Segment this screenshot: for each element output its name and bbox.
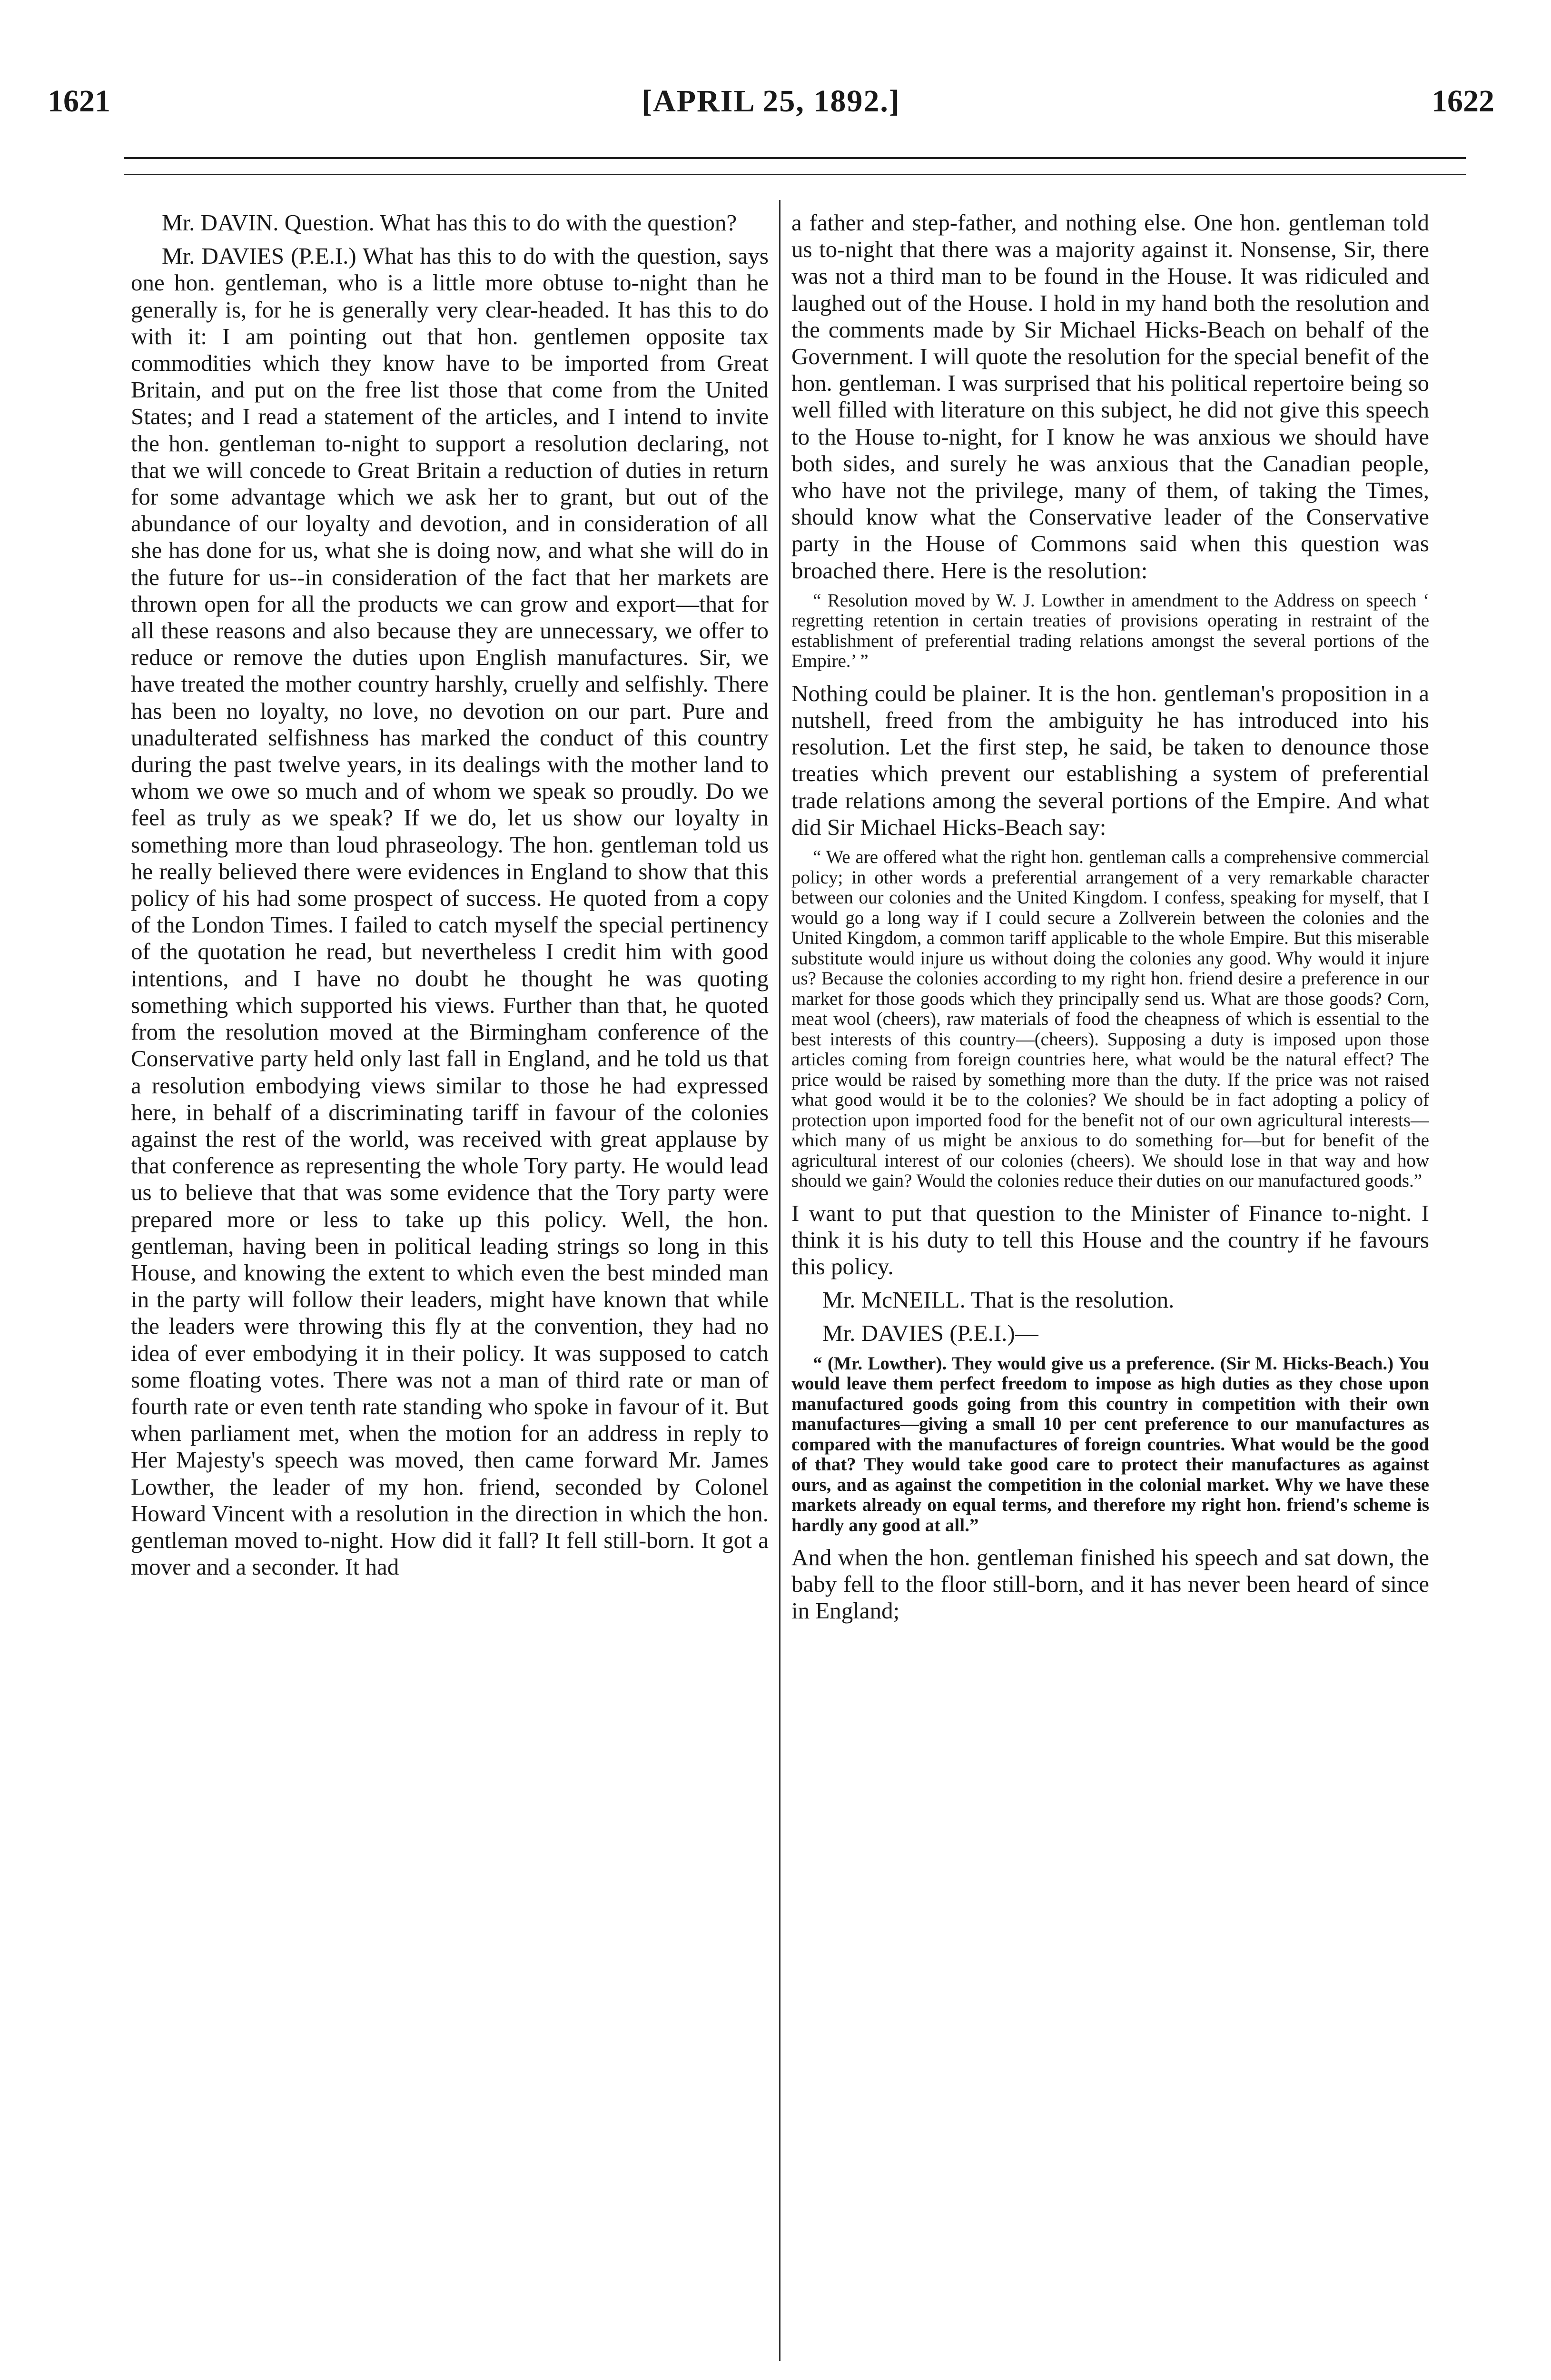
column-divider [779, 200, 780, 2361]
lowther-hicks-beach-quote: “ (Mr. Lowther). They would give us a preference. (Sir M. Hicks-Beach.) You would leave them perfect freedom to impose as high duties as they chose upon manufactured goods going from this country in competition with their own manufactures—giving a small 10 per cent preference to our manufactures as compared with the manufactures of foreign countries. What would be the good of that? They would take good care to protect their manufactures as against ours, and as against the competition in the colonial market. Why we have these markets already on equal terms, and therefore my right hon. friend's scheme is hardly any good at all.” [791, 1353, 1429, 1536]
davies-speech-continued: a father and step-father, and nothing else. One hon. gentleman told us to-night that there was a majority against it. Nonsense, Sir, there was not a third man to be found in the House. It was ridiculed and laughed out of the House. I hold in my hand both the resolution and the comments made by Sir Michael Hicks-Beach on behalf of the Government. I will quote the resolution for the special benefit of the hon. gentleman. I was surprised that his political repertoire being so well filled with literature on this subject, he did not give this speech to the House to-night, for I know he was anxious we should have both sides, and surely he was anxious that the Canadian people, who have not the privilege, many of them, of taking the Times, should know what the Conservative leader of the Conservative party in the House of Commons said when this question was broached there. Here is the resolution: [791, 209, 1429, 584]
page-header [48, 83, 1494, 136]
header-rule-top [124, 157, 1466, 159]
davies-commentary: Nothing could be plainer. It is the hon. gentleman's proposition in a nutshell, freed from the ambiguity he has introduced into his resolution. Let the first step, he said, be taken to denounce those treaties which prevent our establishing a system of preferential trade relations among the several portions of the Empire. And what did Sir Michael Hicks-Beach say: [791, 680, 1429, 840]
davies-conclusion: And when the hon. gentleman finished his speech and sat down, the baby fell to the floor still-born, and it has never been heard of since in England; [791, 1544, 1429, 1624]
davies-resumes: Mr. DAVIES (P.E.I.)— [822, 1320, 1038, 1347]
left-column [131, 209, 769, 2361]
right-page-number: 1622 [1432, 84, 1494, 119]
left-page-number: 1621 [48, 84, 110, 119]
davin-question: Mr. DAVIN. Question. What has this to do with the question? [162, 209, 737, 236]
page-date: [APRIL 25, 1892.] [642, 84, 900, 119]
minister-question: I want to put that question to the Minister of Finance to-night. I think it is his duty to tell this House and the country if he favours this policy. [791, 1200, 1429, 1279]
lowther-resolution-quote: “ Resolution moved by W. J. Lowther in amendment to the Address on speech ‘ regretting retention in certain treaties of provisions operating in restraint of the establishment of preferential trading relations amongst the several portions of the Empire.’ ” [791, 590, 1429, 672]
mcneill-remark: Mr. McNEILL. That is the resolution. [822, 1287, 1175, 1313]
right-column [791, 209, 1429, 2361]
hicks-beach-quote: “ We are offered what the right hon. gentleman calls a comprehensive commercial policy; in other words a preferential arrangement of a very remarkable character between our colonies and the United Kingdom. I confess, speaking for myself, that I would go a long way if I could secure a Zollverein between the colonies and the United Kingdom, a common tariff applicable to the whole Empire. But this miserable substitute would injure us without doing the colonies any good. Why would it injure us? Because the colonies according to my right hon. friend desire a preference in our market for those goods which they principally send us. What are those goods? Corn, meat wool (cheers), raw materials of food the cheapness of which is essential to the best interests of this country—(cheers). Supposing a duty is imposed upon those articles coming from foreign countries here, what would be the natural effect? The price would be raised by something more than the duty. If the price was not raised what good would it be to the colonies? We should be in fact adopting a policy of protection upon imported food for the benefit not of our own agricultural interests—which many of us might be anxious to do something for—but for benefit of the agricultural interest of our colonies (cheers). We should lose in that way and how should we gain? Would the colonies reduce their duties on our manufactured goods.” [791, 847, 1429, 1191]
header-rule-bottom [124, 174, 1466, 175]
davies-speech-left: Mr. DAVIES (P.E.I.) What has this to do with the question, says one hon. gentleman, who is a little more obtuse to-night than he generally is, for he is generally very clear-headed. It has this to do with it: I am pointing out that hon. gentlemen opposite tax commodities which they know have to be imported from Great Britain, and put on the free list those that come from the United States; and I read a statement of the articles, and I intend to invite the hon. gentleman to-night to support a resolution declaring, not that we will concede to Great Britain a reduction of duties in return for some advantage which we ask her to grant, but out of the abundance of our loyalty and devotion, and in consideration of all she has done for us, what she is doing now, and what she will do in the future for us--in consideration of the fact that her markets are thrown open for all the products we can grow and export—that for all these reasons and also because they are unnecessary, we offer to reduce or remove the duties upon English manufactures. Sir, we have treated the mother country harshly, cruelly and selfishly. There has been no loyalty, no love, no devotion on our part. Pure and unadulterated selfishness has marked the conduct of this country during the past twelve years, in its dealings with the mother land to whom we owe so much and of whom we speak so proudly. Do we feel as truly as we speak? If we do, let us show our loyalty in something more than loud phraseology. The hon. gentleman told us he really believed there were evidences in England to show that this policy of his had some prospect of success. He quoted from a copy of the London Times. I failed to catch myself the special pertinency of the quotation he read, but nevertheless I credit him with good intentions, and I have no doubt he thought he was quoting something which supported his views. Further than that, he quoted from the resolution moved at the Birmingham conference of the Conservative party held only last fall in England, and he told us that a resolution embodying views similar to those he had expressed here, in behalf of a discriminating tariff in favour of the colonies against the rest of the world, was received with great applause by that conference as representing the whole Tory party. He would lead us to believe that that was some evidence that the Tory party were prepared more or less to take up this policy. Well, the hon. gentleman, having been in political leading strings so long in this House, and knowing the extent to which even the best minded man in the party will follow their leaders, might have known that while the leaders were throwing this fly at the convention, they had no idea of ever embodying it in their policy. It was supposed to catch some floating votes. There was not a man of third rate or man of fourth rate or even tenth rate standing who spoke in favour of it. But when parliament met, when the motion for an address in reply to Her Majesty's speech was moved, then came forward Mr. James Lowther, the leader of my hon. friend, seconded by Colonel Howard Vincent with a resolution in the direction in which the hon. gentleman moved to-night. How did it fall? It fell still-born. It got a mover and a seconder. It had [131, 243, 769, 1580]
